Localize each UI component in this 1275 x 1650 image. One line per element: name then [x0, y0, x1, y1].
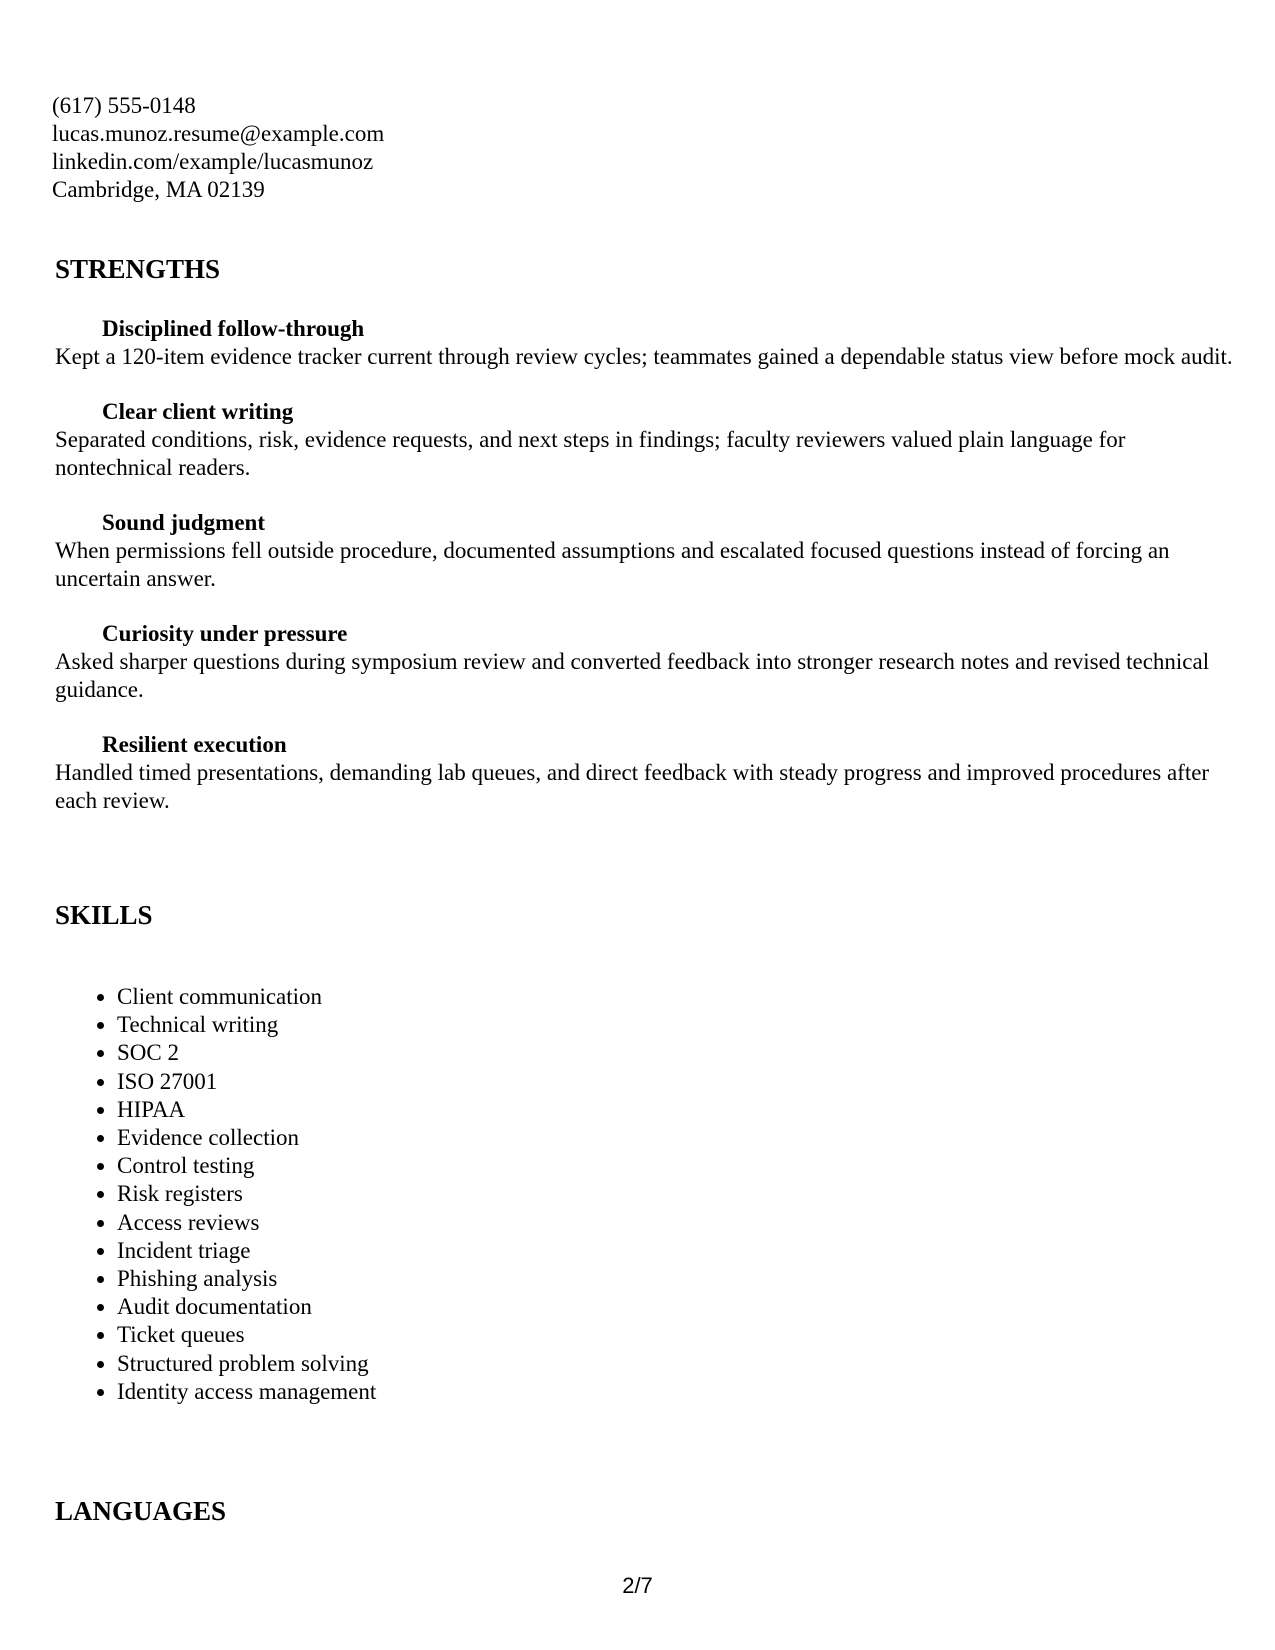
contact-location: Cambridge, MA 02139 [52, 177, 265, 202]
strength-title: Curiosity under pressure [102, 621, 348, 646]
skill-item: • ISO 27001 [117, 1068, 376, 1096]
strengths-heading: STRENGTHS [55, 254, 221, 284]
skill-item: • SOC 2 [117, 1039, 376, 1067]
skills-heading: SKILLS [55, 900, 153, 930]
strength-title: Disciplined follow-through [102, 316, 365, 341]
languages-heading: LANGUAGES [55, 1496, 227, 1526]
skill-item: • Technical writing [117, 1011, 376, 1039]
skill-item: • Phishing analysis [117, 1265, 376, 1293]
skill-item: • Identity access management [117, 1378, 376, 1406]
skill-item: • Ticket queues [117, 1321, 376, 1349]
strength-description: Separated conditions, risk, evidence requests, and next steps in findings; faculty reviewers valued plain language for nontechnical readers. [55, 427, 1126, 480]
page-number: 2/7 [622, 1573, 653, 1598]
skill-item: • Evidence collection [117, 1124, 376, 1152]
strength-description: Kept a 120-item evidence tracker current through review cycles; teammates gained a dependable status view before mock audit. [55, 344, 1233, 369]
strength-item [55, 509, 1235, 593]
strength-description: Asked sharper questions during symposium review and converted feedback into stronger research notes and revised technical guidance. [55, 649, 1210, 702]
skill-item: • Control testing [117, 1152, 376, 1180]
strength-item [55, 620, 1235, 704]
skill-item: • Audit documentation [117, 1293, 376, 1321]
contact-block [52, 92, 384, 204]
skill-item: • Structured problem solving [117, 1350, 376, 1378]
strengths-list [55, 315, 1235, 842]
strength-item [55, 731, 1235, 815]
strength-item [55, 398, 1235, 482]
skill-item: • Risk registers [117, 1180, 376, 1208]
contact-phone: (617) 555-0148 [52, 93, 196, 118]
skill-item: • Incident triage [117, 1237, 376, 1265]
skill-item: • Client communication [117, 983, 376, 1011]
skill-item: • Access reviews [117, 1209, 376, 1237]
strength-title: Clear client writing [102, 399, 294, 424]
skill-item: • HIPAA [117, 1096, 376, 1124]
strength-description: Handled timed presentations, demanding lab queues, and direct feedback with steady progress and improved procedures after each review. [55, 760, 1210, 813]
contact-email: lucas.munoz.resume@example.com [52, 121, 385, 146]
strength-description: When permissions fell outside procedure, documented assumptions and escalated focused questions instead of forcing an uncertain answer. [55, 538, 1170, 591]
skills-list [62, 983, 376, 1406]
contact-linkedin: linkedin.com/example/lucasmunoz [52, 149, 374, 174]
strength-title: Resilient execution [102, 732, 287, 757]
strength-item [55, 315, 1235, 371]
strength-title: Sound judgment [102, 510, 265, 535]
